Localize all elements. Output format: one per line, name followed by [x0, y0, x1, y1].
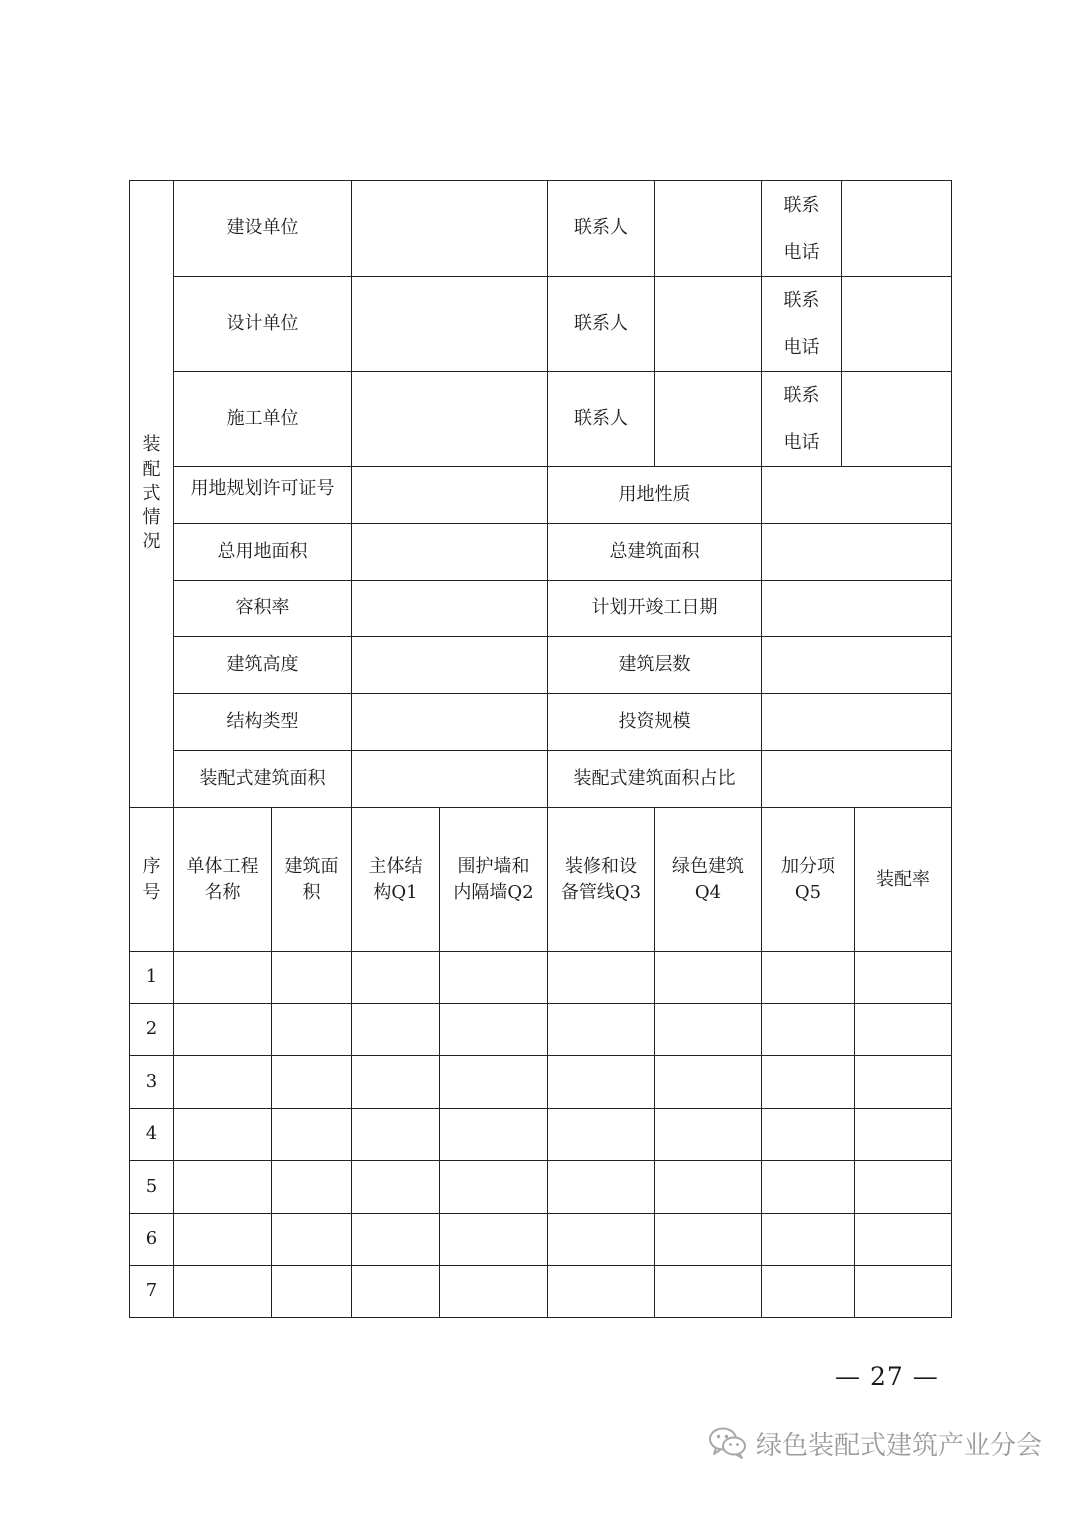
cell-q1[interactable] — [352, 1161, 440, 1214]
cell-project-name[interactable] — [174, 1004, 272, 1056]
watermark-text: 绿色装配式建筑产业分会 — [756, 1430, 1043, 1461]
cell-building-area[interactable] — [272, 1214, 352, 1266]
header-q5: 加分项 Q5 — [762, 808, 855, 952]
field-label: 建筑高度 — [174, 637, 352, 694]
cell-building-area[interactable] — [272, 1161, 352, 1214]
cell-q1[interactable] — [352, 1056, 440, 1109]
wechat-icon — [708, 1426, 748, 1460]
cell-assembly-rate[interactable] — [855, 1214, 952, 1266]
cell-q2[interactable] — [440, 1266, 548, 1318]
header-building-area: 建筑面 积 — [272, 808, 352, 952]
cell-project-name[interactable] — [174, 1266, 272, 1318]
row-index: 6 — [130, 1214, 174, 1266]
contact-person-label: 联系人 — [548, 277, 655, 372]
field-value[interactable] — [762, 467, 952, 524]
table-row — [130, 952, 952, 1004]
cell-q1[interactable] — [352, 1214, 440, 1266]
cell-q2[interactable] — [440, 1161, 548, 1214]
field-label: 总用地面积 — [174, 524, 352, 581]
contact-phone-value[interactable] — [842, 277, 952, 372]
field-label: 投资规模 — [548, 694, 762, 751]
cell-q3[interactable] — [548, 952, 655, 1004]
assembled-building-form — [129, 180, 952, 1318]
cell-building-area[interactable] — [272, 1056, 352, 1109]
cell-project-name[interactable] — [174, 1056, 272, 1109]
contact-row — [130, 181, 952, 277]
cell-q2[interactable] — [440, 952, 548, 1004]
table-row — [130, 1161, 952, 1214]
cell-q5[interactable] — [762, 1056, 855, 1109]
cell-q5[interactable] — [762, 1109, 855, 1161]
cell-building-area[interactable] — [272, 952, 352, 1004]
side-label: 装 配 式 情 况 — [130, 181, 174, 808]
cell-q2[interactable] — [440, 1109, 548, 1161]
contact-phone-label: 联系 电话 — [762, 181, 842, 277]
cell-q1[interactable] — [352, 952, 440, 1004]
builder-unit-value[interactable] — [352, 372, 548, 467]
detail-header-row — [130, 808, 952, 952]
contact-person-value[interactable] — [655, 372, 762, 467]
field-value[interactable] — [352, 637, 548, 694]
cell-q5[interactable] — [762, 1161, 855, 1214]
row-index: 2 — [130, 1004, 174, 1056]
cell-project-name[interactable] — [174, 1109, 272, 1161]
cell-q4[interactable] — [655, 952, 762, 1004]
field-value[interactable] — [352, 751, 548, 808]
field-value[interactable] — [352, 467, 548, 524]
contact-phone-label: 联系 电话 — [762, 277, 842, 372]
cell-q2[interactable] — [440, 1214, 548, 1266]
cell-building-area[interactable] — [272, 1109, 352, 1161]
cell-building-area[interactable] — [272, 1266, 352, 1318]
field-row — [130, 694, 952, 751]
header-assembly-rate: 装配率 — [855, 808, 952, 952]
construction-unit-label: 建设单位 — [174, 181, 352, 277]
cell-q3[interactable] — [548, 1214, 655, 1266]
cell-assembly-rate[interactable] — [855, 1109, 952, 1161]
cell-q2[interactable] — [440, 1004, 548, 1056]
cell-q3[interactable] — [548, 1266, 655, 1318]
table-row — [130, 1004, 952, 1056]
cell-q4[interactable] — [655, 1004, 762, 1056]
contact-phone-label: 联系 电话 — [762, 372, 842, 467]
field-label: 总建筑面积 — [548, 524, 762, 581]
cell-q4[interactable] — [655, 1266, 762, 1318]
cell-project-name[interactable] — [174, 1161, 272, 1214]
cell-q1[interactable] — [352, 1004, 440, 1056]
table-row — [130, 1109, 952, 1161]
cell-q5[interactable] — [762, 1004, 855, 1056]
contact-person-value[interactable] — [655, 181, 762, 277]
builder-unit-label: 施工单位 — [174, 372, 352, 467]
field-row — [130, 467, 952, 524]
cell-q1[interactable] — [352, 1266, 440, 1318]
field-value[interactable] — [762, 637, 952, 694]
cell-q4[interactable] — [655, 1056, 762, 1109]
field-row — [130, 637, 952, 694]
contact-phone-value[interactable] — [842, 372, 952, 467]
header-q2: 围护墙和 内隔墙Q2 — [440, 808, 548, 952]
cell-q4[interactable] — [655, 1161, 762, 1214]
field-row — [130, 524, 952, 581]
field-value[interactable] — [762, 694, 952, 751]
cell-q3[interactable] — [548, 1004, 655, 1056]
page-number: — 27 — — [835, 1362, 939, 1391]
table-row — [130, 1214, 952, 1266]
cell-assembly-rate[interactable] — [855, 1161, 952, 1214]
contact-row — [130, 372, 952, 467]
field-value[interactable] — [352, 524, 548, 581]
cell-assembly-rate[interactable] — [855, 952, 952, 1004]
cell-project-name[interactable] — [174, 952, 272, 1004]
cell-assembly-rate[interactable] — [855, 1266, 952, 1318]
contact-person-label: 联系人 — [548, 372, 655, 467]
row-index: 4 — [130, 1109, 174, 1161]
cell-q1[interactable] — [352, 1109, 440, 1161]
field-label: 用地性质 — [548, 467, 762, 524]
design-unit-label: 设计单位 — [174, 277, 352, 372]
field-value[interactable] — [762, 524, 952, 581]
field-value[interactable] — [762, 581, 952, 637]
design-unit-value[interactable] — [352, 277, 548, 372]
field-label: 计划开竣工日期 — [548, 581, 762, 637]
header-q3: 装修和设 备管线Q3 — [548, 808, 655, 952]
header-q1: 主体结 构Q1 — [352, 808, 440, 952]
cell-q3[interactable] — [548, 1161, 655, 1214]
row-index: 7 — [130, 1266, 174, 1318]
field-label: 结构类型 — [174, 694, 352, 751]
field-label: 用地规划许可证号 — [174, 467, 352, 524]
cell-q5[interactable] — [762, 952, 855, 1004]
cell-q5[interactable] — [762, 1266, 855, 1318]
watermark — [708, 1423, 1042, 1463]
field-label: 装配式建筑面积 — [174, 751, 352, 808]
cell-building-area[interactable] — [272, 1004, 352, 1056]
field-row — [130, 751, 952, 808]
contact-person-label: 联系人 — [548, 181, 655, 277]
field-value[interactable] — [352, 581, 548, 637]
cell-q4[interactable] — [655, 1109, 762, 1161]
cell-q4[interactable] — [655, 1214, 762, 1266]
cell-q3[interactable] — [548, 1109, 655, 1161]
cell-assembly-rate[interactable] — [855, 1056, 952, 1109]
table-row — [130, 1056, 952, 1109]
field-row — [130, 581, 952, 637]
row-index: 5 — [130, 1161, 174, 1214]
contact-row — [130, 277, 952, 372]
field-value[interactable] — [762, 751, 952, 808]
contact-phone-value[interactable] — [842, 181, 952, 277]
header-index: 序 号 — [130, 808, 174, 952]
field-label: 建筑层数 — [548, 637, 762, 694]
table-row — [130, 1266, 952, 1318]
header-project-name: 单体工程 名称 — [174, 808, 272, 952]
field-label: 容积率 — [174, 581, 352, 637]
cell-q3[interactable] — [548, 1056, 655, 1109]
field-label: 装配式建筑面积占比 — [548, 751, 762, 808]
cell-q2[interactable] — [440, 1056, 548, 1109]
field-value[interactable] — [352, 694, 548, 751]
construction-unit-value[interactable] — [352, 181, 548, 277]
row-index: 1 — [130, 952, 174, 1004]
cell-q5[interactable] — [762, 1214, 855, 1266]
header-q4: 绿色建筑 Q4 — [655, 808, 762, 952]
row-index: 3 — [130, 1056, 174, 1109]
contact-person-value[interactable] — [655, 277, 762, 372]
cell-assembly-rate[interactable] — [855, 1004, 952, 1056]
cell-project-name[interactable] — [174, 1214, 272, 1266]
